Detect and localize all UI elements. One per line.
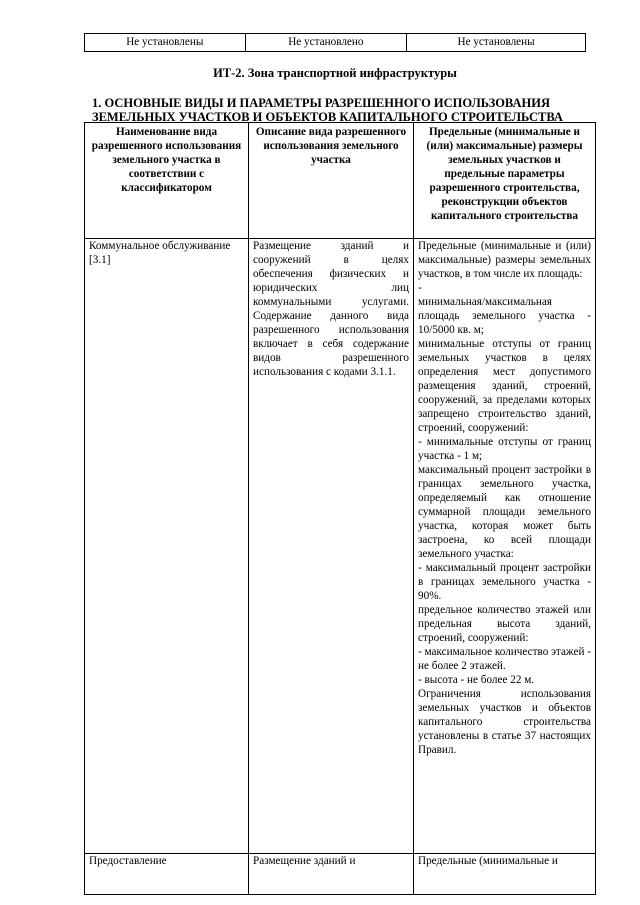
param-text: минимальная/максимальная площадь земельного участка - 10/5000 кв. м; — [418, 296, 591, 336]
table-row — [85, 854, 596, 895]
param-text: - высота - не более 22 м. — [418, 674, 535, 686]
use-name-cell: Предоставление — [85, 854, 249, 895]
column-header-description: Описание вида разрешенного использования земельного участка — [249, 123, 414, 239]
param-text: - минимальные отступы от границ участка - 1 м; — [418, 436, 591, 462]
table-row — [85, 239, 596, 854]
use-name-cell: Коммунальное обслуживание [3.1] — [85, 239, 249, 854]
param-text: - максимальное количество этажей - не более 2 этажей. — [418, 646, 591, 672]
table-cell: Не установлены — [407, 34, 586, 52]
previous-table-tail — [84, 33, 586, 52]
permitted-use-table — [84, 122, 596, 895]
param-text: - — [418, 282, 422, 294]
param-text: максимальный процент застройки в границах земельного участка, определяемый как отношение суммарной площади земельного участка, которая может быть застроена, ко всей площади земельного участка: — [418, 464, 591, 560]
section-title: 1. ОСНОВНЫЕ ВИДЫ И ПАРАМЕТРЫ РАЗРЕШЕННОГО ИСПОЛЬЗОВАНИЯ ЗЕМЕЛЬНЫХ УЧАСТКОВ И ОБЪЕКТОВ КАПИТАЛЬНОГО СТРОИТЕЛЬСТВА — [92, 96, 563, 124]
param-text: предельное количество этажей или предельная высота зданий, строений, сооружений: — [418, 604, 591, 644]
use-description-cell: Размещение зданий и сооружений в целях обеспечения физических и юридических лиц коммунальными услугами. Содержание данного вида разрешенного использования включает в себя содержание видов разрешенного использования с кодами 3.1.1. — [249, 239, 414, 854]
param-text: Ограничения использования земельных участков и объектов капитального строительства установлены в статье 37 настоящих Правил. — [418, 688, 591, 756]
column-header-parameters: Предельные (минимальные и (или) максимальные) размеры земельных участков и предельные параметры разрешенного строительства, реконструкции объектов капитального строительства — [414, 123, 596, 239]
param-text: минимальные отступы от границ земельных участков в целях определения мест допустимого размещения зданий, строений, сооружений, за пределами которых запрещено строительство зданий, строений, сооружений: — [418, 338, 591, 434]
zone-title: ИТ-2. Зона транспортной инфраструктуры — [213, 66, 457, 80]
use-parameters-cell — [414, 239, 596, 854]
param-text: Предельные (минимальные и (или) максимальные) размеры земельных участков, в том числе их площадь: — [418, 240, 591, 280]
column-header-name: Наименование вида разрешенного использования земельного участка в соответствии с классификатором — [85, 123, 249, 239]
param-text: - максимальный процент застройки в границах земельного участка - 90%. — [418, 562, 591, 602]
table-cell: Не установлено — [245, 34, 407, 52]
table-row — [85, 34, 586, 52]
use-description-cell: Размещение зданий и — [249, 854, 414, 895]
table-cell: Не установлены — [85, 34, 246, 52]
use-parameters-cell: Предельные (минимальные и — [414, 854, 596, 895]
table-header-row — [85, 123, 596, 239]
